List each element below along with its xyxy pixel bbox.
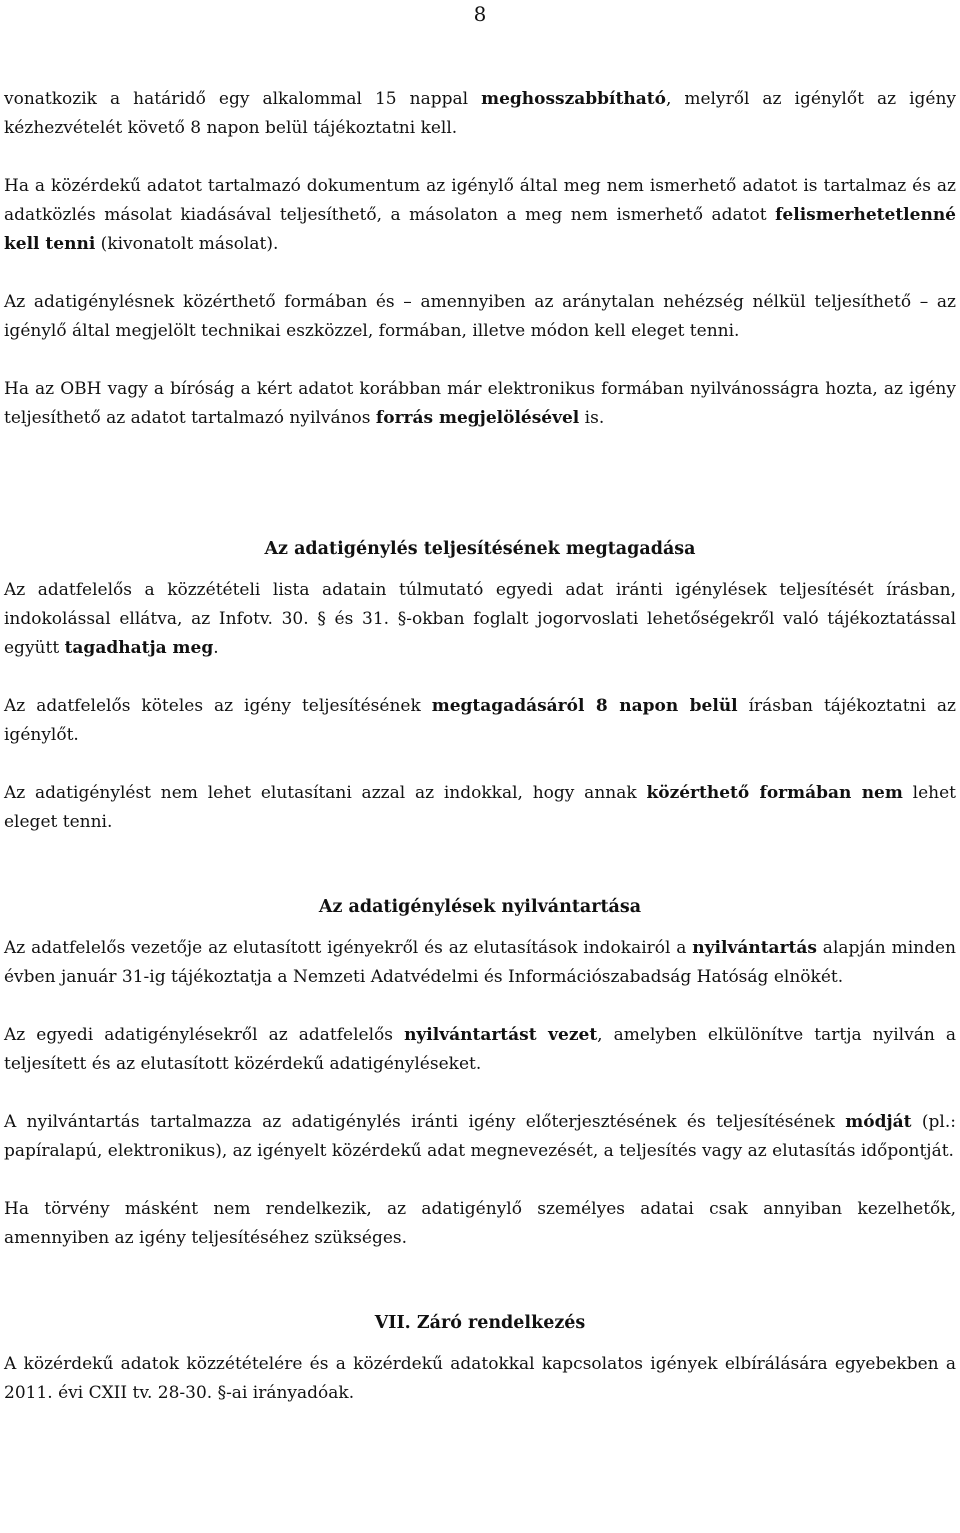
emphasis: nyilvántartást vezet: [404, 1025, 598, 1045]
paragraph-deadline-extension: vonatkozik a határidő egy alkalommal 15 nappal meghosszabbítható, melyről az igénylőt az igény kézhezvételét követő 8 napon belül tájékoztatni kell.: [4, 89, 956, 138]
section-heading-closing: VII. Záró rendelkezés: [374, 1313, 586, 1333]
emphasis: módját: [845, 1112, 912, 1132]
emphasis: tagadhatja meg: [64, 638, 214, 658]
document-body: [4, 85, 956, 1408]
paragraph-refusal-comprehensible: Az adatigénylést nem lehet elutasítani azzal az indokkal, hogy annak közérthető formában nem lehet eleget tenni.: [4, 783, 957, 832]
paragraph-refusal-written: Az adatfelelős a közzétételi lista adatain túlmutató egyedi adat iránti igénylések teljesítését írásban, indokolással ellátva, az Infotv. 30. § és 31. §-okban foglalt jogorvoslati lehetőségekről való tájékoztatással együtt tagadhatja meg.: [4, 580, 956, 658]
paragraph-format: Az adatigénylésnek közérthető formában és – amennyiben az aránytalan nehézség nélkül teljesíthető – az igénylő által megjelölt technikai eszközzel, formában, illetve módon kell eleget tenni.: [4, 292, 956, 341]
emphasis: nyilvántartás: [692, 938, 817, 958]
paragraph-registry-report: Az adatfelelős vezetője az elutasított igényekről és az elutasítások indokairól a nyilvántartás alapján minden évben január 31-ig tájékoztatja a Nemzeti Adatvédelmi és Információszabadság Hatóság elnökét.: [4, 938, 956, 987]
emphasis: forrás megjelölésével: [375, 408, 580, 428]
emphasis: felismerhetetlenné kell tenni: [4, 205, 956, 254]
paragraph-personal-data: Ha törvény másként nem rendelkezik, az adatigénylő személyes adatai csak annyiban kezelhetők, amennyiben az igény teljesítéséhez szükséges.: [4, 1199, 956, 1248]
paragraph-refusal-deadline: Az adatfelelős köteles az igény teljesítésének megtagadásáról 8 napon belül írásban tájékoztatni az igénylőt.: [4, 696, 956, 745]
paragraph-closing: A közérdekű adatok közzétételére és a közérdekű adatokkal kapcsolatos igények elbírálására egyebekben a 2011. évi CXII tv. 28-30. §-ai irányadóak.: [4, 1354, 956, 1403]
paragraph-redacted-copy: Ha a közérdekű adatot tartalmazó dokumentum az igénylő által meg nem ismerhető adatot is tartalmaz és az adatközlés másolat kiadásával teljesíthető, a másolaton a meg nem ismerhető adatot felismerhetetlenné kell tenni (kivonatolt másolat).: [4, 176, 956, 254]
paragraph-public-source: Ha az OBH vagy a bíróság a kért adatot korábban már elektronikus formában nyilvánosságra hozta, az igény teljesíthető az adatot tartalmazó nyilvános forrás megjelölésével is.: [4, 379, 956, 428]
emphasis: meghosszabbítható: [481, 89, 666, 109]
section-heading-refusal: Az adatigénylés teljesítésének megtagadása: [264, 539, 696, 559]
paragraph-registry-keeping: Az egyedi adatigénylésekről az adatfelelős nyilvántartást vezet, amelyben elkülönítve tartja nyilván a teljesített és az elutasított közérdekű adatigényléseket.: [4, 1025, 956, 1074]
emphasis: közérthető formában nem: [646, 783, 903, 803]
page-number: 8: [473, 2, 487, 26]
section-heading-registry: Az adatigénylések nyilvántartása: [318, 897, 642, 917]
emphasis: megtagadásáról 8 napon belül: [431, 696, 738, 716]
paragraph-registry-contents: A nyilvántartás tartalmazza az adatigénylés iránti igény előterjesztésének és teljesítésének módját (pl.: papíralapú, elektronikus), az igényelt közérdekű adat megnevezését, a teljesítés vagy az elutasítás időpontját.: [4, 1112, 956, 1161]
